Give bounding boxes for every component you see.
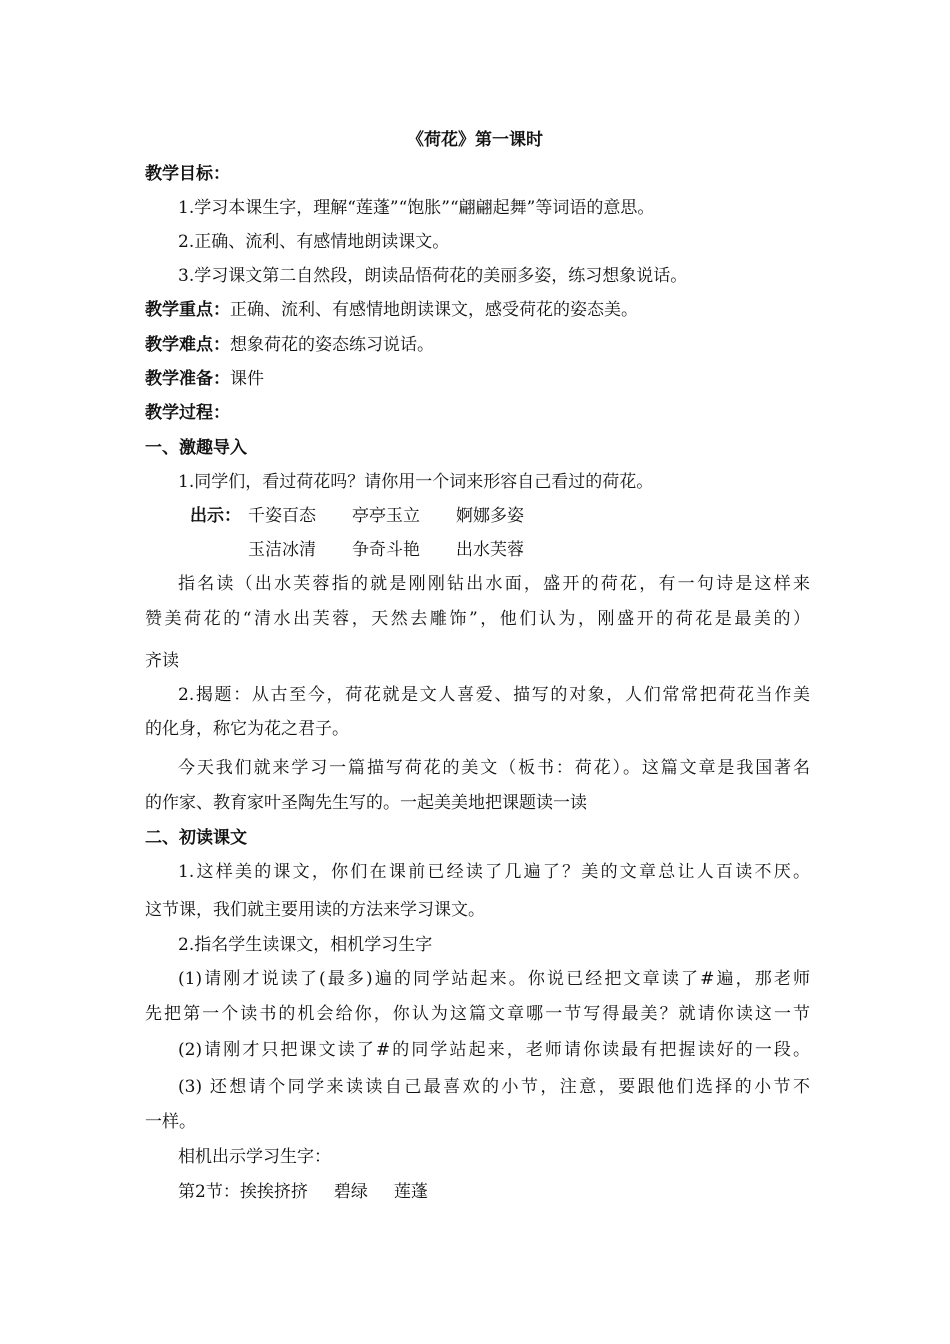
goal-item-3: 3.学习课文第二自然段，朗读品悟荷花的美丽多姿，练习想象说话。 — [178, 266, 688, 286]
page-title: 《荷花》第一课时 — [407, 130, 543, 150]
char-word: 莲蓬 — [393, 1182, 428, 1202]
section1-paragraph-2-line-3: 齐读 — [145, 651, 179, 671]
preparation-label: 教学准备： — [145, 369, 230, 389]
step-3-line-2: 一样。 — [145, 1112, 196, 1132]
section1-paragraph-3-line-2: 的化身，称它为花之君子。 — [145, 719, 349, 739]
goal-item-1: 1.学习本课生字，理解“莲蓬”“饱胀”“翩翩起舞”等词语的意思。 — [178, 198, 655, 218]
word-chip: 争奇斗艳 — [352, 540, 420, 560]
difficulty-label: 教学难点： — [145, 335, 230, 355]
word-chip: 千姿百态 — [248, 506, 316, 526]
word-row-1 — [190, 505, 790, 527]
section1-paragraph-4-line-1: 今天我们就来学习一篇描写荷花的美文（板书：荷花）。这篇文章是我国著名 — [178, 758, 810, 778]
section2-paragraph-1-line-1: 1.这样美的课文，你们在课前已经读了几遍了？美的文章总让人百读不厌。 — [178, 862, 810, 882]
section2-paragraph-1-line-2: 这节课，我们就主要用读的方法来学习课文。 — [145, 900, 485, 920]
char-word: 挨挨挤挤 — [239, 1182, 308, 1202]
section1-paragraph-4-line-2: 的作家、教育家叶圣陶先生写的。一起美美地把课题读一读 — [145, 793, 587, 813]
process-heading: 教学过程： — [145, 403, 230, 423]
difficulty-row — [145, 334, 810, 356]
section1-paragraph-1: 1.同学们，看过荷花吗？请你用一个词来形容自己看过的荷花。 — [178, 472, 654, 492]
key-point-row — [145, 299, 810, 321]
preparation-row — [145, 368, 810, 390]
key-point-label: 教学重点： — [145, 300, 230, 320]
section1-paragraph-3-line-1: 2.揭题：从古至今，荷花就是文人喜爱、描写的对象，人们常常把荷花当作美 — [178, 685, 810, 705]
section2-heading: 二、初读课文 — [145, 828, 247, 848]
key-point-text: 正确、流利、有感情地朗读课文，感受荷花的姿态美。 — [230, 300, 638, 320]
step-1-line-2: 先把第一个读书的机会给你，你认为这篇文章哪一节写得最美？就请你读这一节 — [145, 1004, 810, 1024]
goal-item-2: 2.正确、流利、有感情地朗读课文。 — [178, 232, 450, 252]
char-word: 碧绿 — [333, 1182, 368, 1202]
word-chip: 亭亭玉立 — [352, 506, 420, 526]
step-2: (2)请刚才只把课文读了#的同学站起来，老师请你读最有把握读好的一段。 — [178, 1040, 810, 1060]
section1-paragraph-2-line-2: 赞美荷花的“清水出芙蓉，天然去雕饰”，他们认为，刚盛开的荷花是最美的） — [145, 609, 810, 629]
difficulty-text: 想象荷花的姿态练习说话。 — [230, 335, 434, 355]
word-chip: 玉洁冰清 — [248, 540, 316, 560]
section1-heading: 一、激趣导入 — [145, 438, 247, 458]
section2-paragraph-3: 相机出示学习生字： — [178, 1147, 331, 1167]
word-row-2 — [248, 539, 808, 561]
section1-paragraph-2-line-1: 指名读（出水芙蓉指的就是刚刚钻出水面，盛开的荷花，有一句诗是这样来 — [178, 574, 810, 594]
show-label: 出示： — [190, 506, 241, 526]
goals-heading: 教学目标： — [145, 164, 230, 184]
preparation-text: 课件 — [230, 369, 264, 389]
step-3-line-1: (3) 还想请个同学来读读自己最喜欢的小节，注意，要跟他们选择的小节不 — [178, 1077, 810, 1097]
step-1-line-1: (1)请刚才说读了(最多)遍的同学站起来。你说已经把文章读了#遍，那老师 — [178, 969, 810, 989]
new-characters-row — [178, 1181, 810, 1203]
section2-paragraph-2: 2.指名学生读课文，相机学习生字 — [178, 935, 433, 955]
word-chip: 婀娜多姿 — [456, 506, 524, 526]
word-chip: 出水芙蓉 — [456, 540, 524, 560]
section-label: 第2节： — [178, 1182, 240, 1202]
